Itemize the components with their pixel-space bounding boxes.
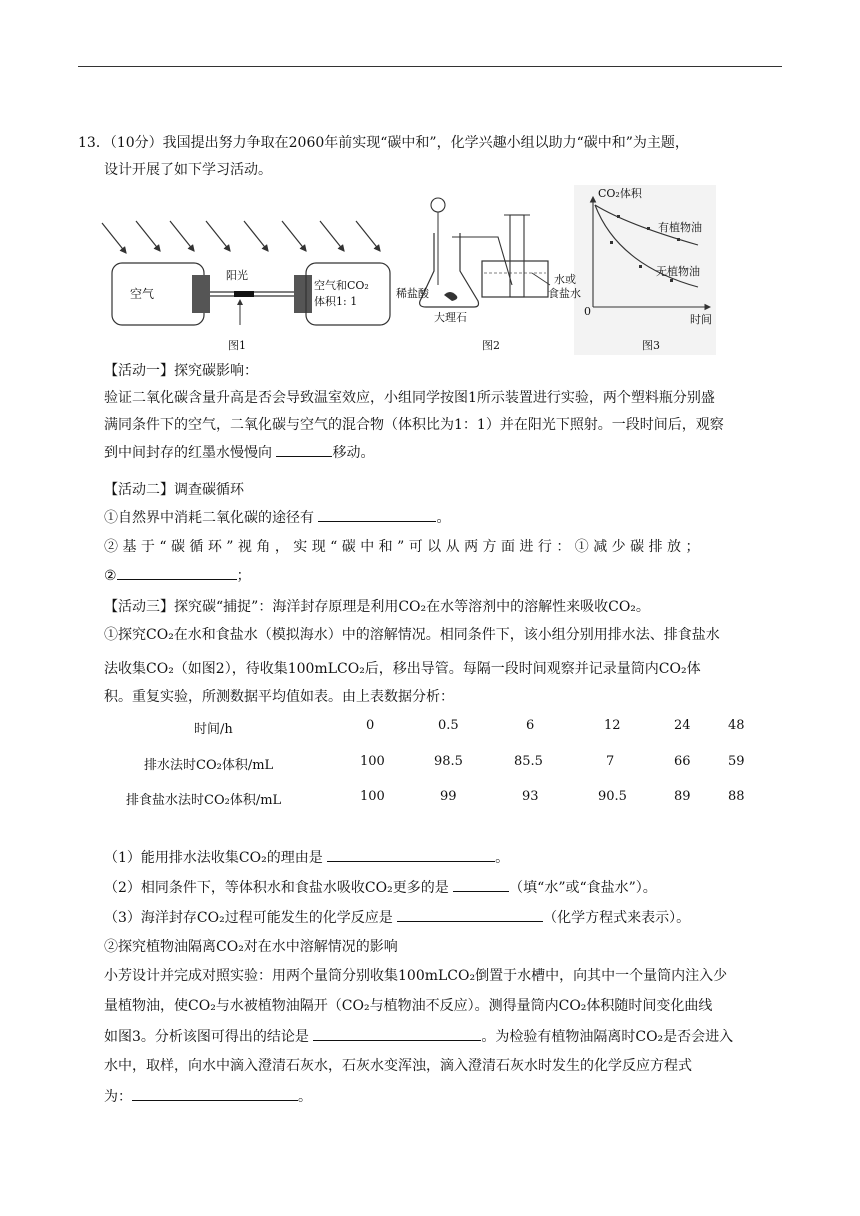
- right-cap: [294, 275, 312, 313]
- part2-line-1: 小芳设计并完成对照实验：用两个量筒分别收集100mLCO₂倒置于水槽中，向其中一个量筒内注入少: [104, 968, 728, 984]
- table-cell: 98.5: [434, 754, 463, 769]
- activity3-heading: 【活动三】探究碳“捕捉”：海洋封存原理是利用CO₂在水等溶剂中的溶解性来吸收CO₂。: [104, 599, 650, 615]
- table-time-cell: 24: [674, 718, 691, 733]
- activity2-q1: ①自然界中消耗二氧化碳的途径有 。: [104, 510, 451, 526]
- blank-direction[interactable]: [276, 443, 332, 457]
- subquestion-1: （1）能用排水法收集CO₂的理由是 。: [104, 850, 510, 866]
- blank-equation[interactable]: [397, 908, 543, 922]
- subquestion-2: （2）相同条件下，等体积水和食盐水吸收CO₂更多的是 （填“水”或“食盐水”）。: [104, 880, 657, 896]
- activity1-heading: 【活动一】探究碳影响：: [104, 363, 258, 379]
- blank-reason[interactable]: [327, 848, 495, 862]
- blank-more-absorbed[interactable]: [453, 878, 509, 892]
- left-bottle: [112, 263, 204, 325]
- fig2-stone-label: 大理石: [434, 311, 467, 324]
- part2-line-5: 为： 。: [104, 1089, 312, 1105]
- table-time-cell: 6: [526, 718, 535, 733]
- activity1-line-1: 验证二氧化碳含量升高是否会导致温室效应，小组同学按图1所示装置进行实验，两个塑料瓶分别盛: [104, 390, 715, 406]
- blank-conclusion[interactable]: [313, 1027, 481, 1041]
- part2-line-2: 量植物油，使CO₂与水被植物油隔开（CO₂与植物油不反应）。测得量筒内CO₂体积随时间变化曲线: [104, 998, 713, 1014]
- activity3-p3: 积。重复实验，所测数据平均值如表。由上表数据分析：: [104, 689, 454, 705]
- activity2-heading: 【活动二】调查碳循环: [104, 482, 244, 498]
- activity2-q2b: ② ；: [104, 568, 251, 584]
- funnel: [431, 198, 445, 212]
- activity1-line-2: 满同条件下的空气，二氧化碳与空气的混合物（体积比为1：1）并在阳光下照射。一段时间后，观察: [104, 417, 724, 433]
- red-ink-drop: [234, 291, 254, 297]
- question-number: 13．: [78, 135, 110, 151]
- table-cell: 88: [728, 789, 745, 804]
- figure-area: [98, 185, 716, 355]
- table-cell: 99: [440, 789, 457, 804]
- fig3-xlabel: 时间: [690, 313, 712, 326]
- activity2-q2: ② 基 于 “ 碳 循 环 ” 视 角 ， 实 现 “ 碳 中 和 ” 可 以 从 两 方 面 进 行 ： ① 减 少 碳 排 放 ；: [104, 539, 700, 555]
- table-time-cell: 48: [728, 718, 745, 733]
- fig3-origin: 0: [584, 305, 591, 318]
- fig3-ylabel: CO₂体积: [598, 187, 642, 200]
- table-time-cell: 12: [604, 718, 621, 733]
- fig1-right-label-1: 空气和CO₂: [314, 279, 369, 292]
- part2-heading: ②探究植物油隔离CO₂对在水中溶解情况的影响: [104, 939, 398, 955]
- fig1-right-label-2: 体积1: 1: [314, 295, 358, 308]
- water-trough: [482, 261, 548, 297]
- question-line-1: [78, 134, 689, 152]
- table-header-label: 时间/h: [194, 722, 233, 737]
- question-line-2: 设计开展了如下学习活动。: [104, 162, 272, 178]
- table-time-cell: 0: [366, 718, 375, 733]
- sun-rays: [102, 221, 380, 253]
- marble: [444, 292, 457, 301]
- part2-line-4: 水中，取样，向水中滴入澄清石灰水，石灰水变浑浊，滴入澄清石灰水时发生的化学反应方程式: [104, 1058, 692, 1074]
- activity3-p1: ①探究CO₂在水和食盐水（模拟海水）中的溶解情况。相同条件下，该小组分别用排水法、排食盐水: [104, 627, 720, 643]
- activity3-p2: 法收集CO₂（如图2），待收集100mLCO₂后，移出导管。每隔一段时间观察并记录量筒内CO₂体: [104, 661, 701, 677]
- table-row2-label: 排食盐水法时CO₂体积/mL: [126, 793, 282, 808]
- fig1-sun-label: 阳光: [226, 269, 248, 282]
- left-cap: [192, 275, 210, 313]
- table-cell: 90.5: [598, 789, 627, 804]
- part2-line-3: 如图3。分析该图可得出的结论是 。为检验有植物油隔离时CO₂是否会进入: [104, 1029, 734, 1045]
- table-cell: 89: [674, 789, 691, 804]
- fig1-left-label: 空气: [130, 287, 155, 301]
- fig3-series-bottom: 无植物油: [656, 265, 700, 278]
- table-cell: 93: [522, 789, 539, 804]
- fig3-caption: 图3: [642, 339, 660, 352]
- activity1-line-3: 到中间封存的红墨水慢慢向 移动。: [104, 445, 375, 461]
- table-cell: 85.5: [514, 754, 543, 769]
- fig3-series-top: 有植物油: [658, 221, 702, 234]
- fig2-caption: 图2: [482, 339, 500, 352]
- blank-increase-absorption[interactable]: [117, 566, 237, 580]
- table-cell: 59: [728, 754, 745, 769]
- table-cell: 66: [674, 754, 691, 769]
- fig1-caption: 图1: [228, 339, 246, 352]
- question-text-1: （10分）我国提出努力争取在2060年前实现“碳中和”，化学兴趣小组以助力“碳中和”为主题，: [109, 135, 689, 151]
- table-time-cell: 0.5: [438, 718, 459, 733]
- fig2-acid-label: 稀盐酸: [396, 287, 429, 300]
- fig2-water-label-2: 食盐水: [548, 287, 581, 300]
- figures-svg: [98, 185, 716, 355]
- table-cell: 100: [360, 754, 385, 769]
- fig2-water-label-1: 水或: [554, 273, 576, 286]
- header-rule: [78, 66, 782, 67]
- table-cell: 100: [360, 789, 385, 804]
- blank-limewater-equation[interactable]: [132, 1087, 298, 1101]
- subquestion-3: （3）海洋封存CO₂过程可能发生的化学反应是 （化学方程式来表示）。: [104, 910, 691, 926]
- blank-co2-consumption[interactable]: [318, 508, 436, 522]
- table-row1-label: 排水法时CO₂体积/mL: [144, 758, 274, 773]
- table-cell: 7: [606, 754, 615, 769]
